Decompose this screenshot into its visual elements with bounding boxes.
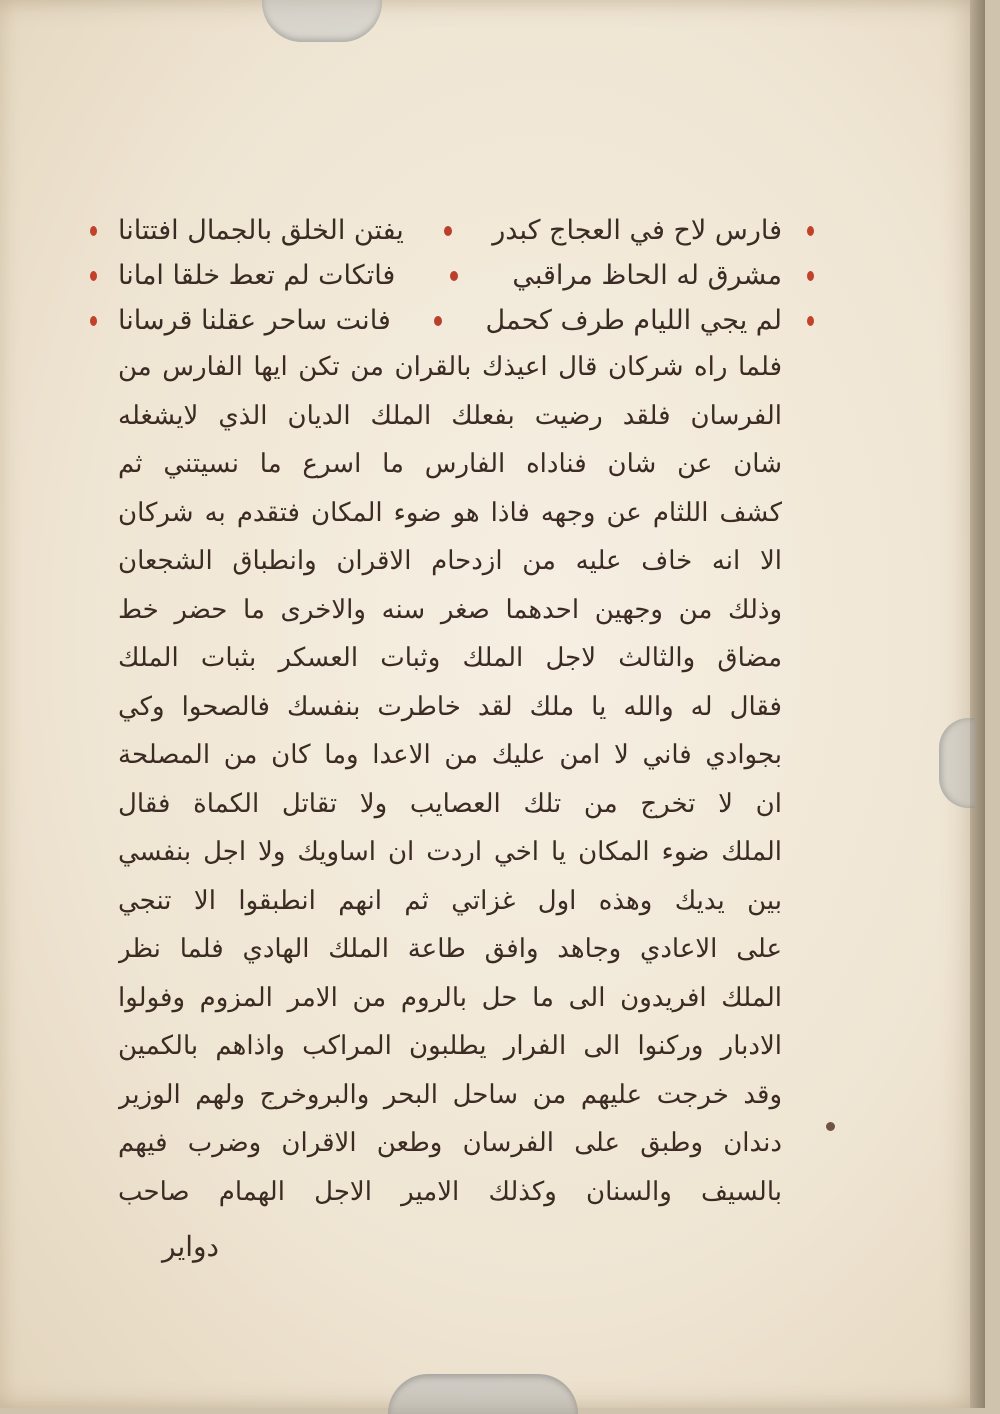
verse-separator-dot bbox=[434, 316, 442, 326]
prose-line: الفرسان فلقد رضيت بفعلك الملك الديان الذي لايشغله bbox=[118, 400, 782, 431]
ink-stain bbox=[826, 1122, 835, 1131]
prose-line: الملك افريدون الى ما حل بالروم من الامر المزوم وفولوا bbox=[118, 982, 782, 1013]
catchword: دواير bbox=[162, 1230, 220, 1263]
verse-marker-dot bbox=[90, 226, 97, 236]
prose-line: مضاق والثالث لاجل الملك وثبات العسكر بثبات الملك bbox=[118, 643, 782, 673]
prose-line: كشف اللثام عن وجهه فاذا هو ضوء المكان فتقدم به شركان bbox=[118, 497, 782, 528]
text-block bbox=[118, 208, 782, 1216]
binding-clip-right bbox=[939, 718, 975, 808]
verse-line bbox=[118, 253, 782, 298]
binding-clip-top bbox=[262, 0, 382, 42]
verse-separator-dot bbox=[444, 226, 452, 236]
prose-line: شان عن شان فناداه الفارس ما اسرع ما نسيتني ثم bbox=[118, 449, 782, 479]
prose-line: وذلك من وجهين احدهما صغر سنه والاخرى ما حضر خط bbox=[118, 594, 782, 625]
verse-marker-dot bbox=[807, 226, 814, 236]
verse-hemistich-left: فاتكات لم تعط خلقا امانا bbox=[118, 260, 396, 291]
page-edge bbox=[970, 0, 985, 1408]
prose-line: وقد خرجت عليهم من ساحل البحر والبروخرج ولهم الوزير bbox=[118, 1079, 782, 1110]
prose-line: فقال له والله يا ملك لقد خاطرت بنفسك فالصحوا وكي bbox=[118, 691, 782, 722]
verse-marker-dot bbox=[807, 271, 814, 281]
prose-line: بجوادي فاني لا امن عليك من الاعدا وما كان من المصلحة bbox=[118, 740, 782, 770]
verse-marker-dot bbox=[807, 316, 814, 326]
verse-hemistich-right: لم يجي الليام طرف كحمل bbox=[485, 305, 782, 336]
binding-clip-bottom bbox=[388, 1374, 578, 1414]
prose-line: بين يديك وهذه اول غزاتي ثم انهم انطبقوا الا تنجي bbox=[118, 885, 782, 916]
verse-hemistich-left: فانت ساحر عقلنا قرسانا bbox=[118, 305, 391, 336]
verse-separator-dot bbox=[450, 271, 458, 281]
prose-line: الادبار وركنوا الى الفرار يطلبون المراكب واذاهم بالكمين bbox=[118, 1031, 782, 1061]
verse-marker-dot bbox=[90, 316, 97, 326]
prose-line: فلما راه شركان قال اعيذك بالقران من تكن ايها الفارس من bbox=[118, 352, 782, 382]
prose-line: بالسيف والسنان وكذلك الامير الاجل الهمام صاحب bbox=[118, 1176, 782, 1207]
verse-hemistich-right: مشرق له الحاظ مراقبي bbox=[512, 260, 782, 291]
verse-hemistich-right: فارس لاح في العجاج كبدر bbox=[492, 215, 782, 246]
verse-hemistich-left: يفتن الخلق بالجمال افتتانا bbox=[118, 215, 404, 246]
prose-line: الملك ضوء المكان يا اخي اردت ان اساويك ولا اجل بنفسي bbox=[118, 837, 782, 867]
prose-line: الا انه خاف عليه من ازدحام الاقران وانطباق الشجعان bbox=[118, 546, 782, 576]
prose-line: على الاعادي وجاهد وافق طاعة الملك الهادي فلما نظر bbox=[118, 934, 782, 964]
verse-marker-dot bbox=[90, 271, 97, 281]
verse-line bbox=[118, 298, 782, 343]
prose-line: ان لا تخرج من تلك العصايب ولا تقاتل الكماة فقال bbox=[118, 788, 782, 819]
verse-line bbox=[118, 208, 782, 253]
prose-line: دندان وطبق على الفرسان وطعن الاقران وضرب فيهم bbox=[118, 1128, 782, 1158]
